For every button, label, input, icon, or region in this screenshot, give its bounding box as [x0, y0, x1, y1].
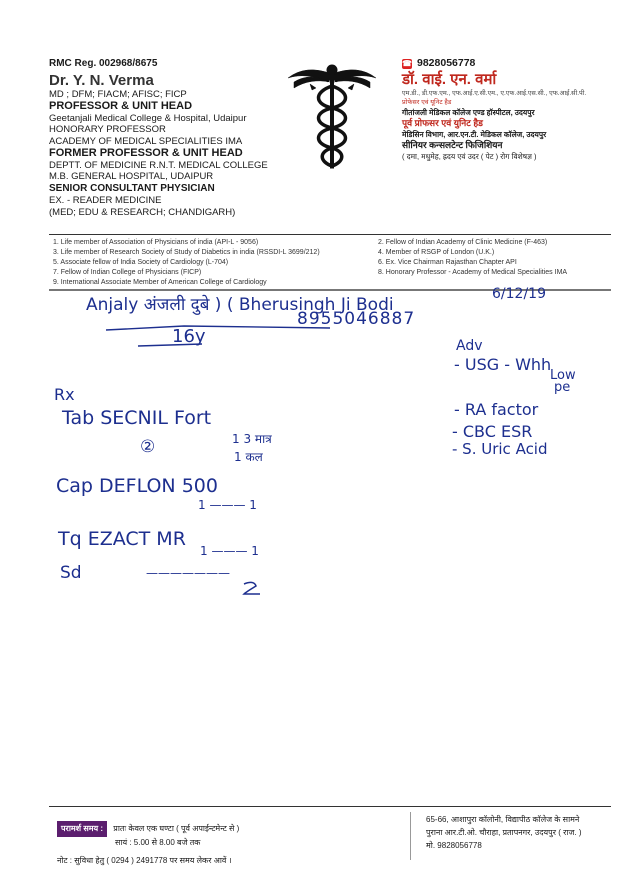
- clinic-address: [426, 813, 582, 852]
- name-underline: [104, 324, 334, 334]
- medicine-2-dose: 1 ——— 1: [198, 498, 257, 512]
- membership-item: 6. Ex. Vice Chairman Rajasthan Chapter API: [378, 259, 517, 266]
- doctor-degrees: MD ; DFM; FIACM; AFISC; FICP: [49, 88, 187, 100]
- phone-icon: ☎: [402, 58, 412, 68]
- address-line-1: 65-66, आशापुरा कॉलोनी, विद्यापीठ कॉलेज के सामने: [426, 815, 580, 824]
- ex-reader: EX. - READER MEDICINE: [49, 195, 162, 206]
- membership-item: 2. Fellow of Indian Academy of Clinic Medicine (F-463): [378, 239, 548, 246]
- patient-age: 16y: [172, 326, 206, 347]
- patient-name: Anjaly अंजली दुबे ) ( Bherusingh Ji Bodi: [86, 295, 394, 315]
- former-title: FORMER PROFESSOR & UNIT HEAD: [49, 147, 243, 159]
- header-divider: [49, 234, 611, 235]
- doctor-name: Dr. Y. N. Verma: [49, 71, 154, 89]
- doctor-details-hindi: [402, 58, 632, 162]
- honorary-academy: ACADEMY OF MEDICAL SPECIALITIES IMA: [49, 135, 243, 147]
- patient-phone: 8955046887: [297, 309, 416, 329]
- phone-number: 9828056778: [417, 57, 476, 69]
- doctor-name-hindi: डॉ. वाई. एन. वर्मा: [402, 71, 497, 88]
- consultant-title-hindi: सीनियर कन्सलटेन्ट फिजिशियन: [402, 140, 503, 150]
- advice-label: Adv: [456, 338, 483, 354]
- advice-test-2: - RA factor: [454, 400, 539, 419]
- ex-reader-dept: (MED; EDU & RESEARCH; CHANDIGARH): [49, 206, 236, 218]
- evening-hours: सायं : 5.00 से 8.00 बजे तक: [115, 838, 201, 847]
- consultation-badge: परामर्श समय :: [57, 821, 107, 837]
- current-institution: Geetanjali Medical College & Hospital, Udaipur: [49, 112, 247, 124]
- medicine-1-dose-1: 1 3 मात्र: [232, 432, 272, 446]
- morning-hours: प्रातः केवल एक घण्टा ( पूर्व अपाईन्टमेन्ट से ): [113, 824, 240, 833]
- address-phone: मो. 9828056778: [426, 841, 482, 850]
- former-hospital: M.B. GENERAL HOSPITAL, UDAIPUR: [49, 171, 214, 182]
- former-dept: DEPTT. OF MEDICINE R.N.T. MEDICAL COLLEGE: [49, 159, 268, 171]
- medicine-2: Cap DEFLON 500: [56, 475, 218, 497]
- medicine-3: Tq EZACT MR: [58, 528, 186, 550]
- footer-divider: [49, 806, 611, 807]
- medicine-1: Tab SECNIL Fort: [62, 407, 212, 429]
- appointment-note: नोट : सुविधा हेतु ( 0294 ) 2491778 पर समय लेकर आवें ।: [57, 856, 232, 865]
- current-title-hindi: प्रोफेसर एवं यूनिट हैड: [402, 99, 452, 106]
- membership-item: 1. Life member of Association of Physicians of india (API-L - 9056): [53, 239, 259, 246]
- registration-number: RMC Reg. 002968/8675: [49, 58, 158, 69]
- rx-date: 6/12/19: [492, 286, 546, 302]
- sd-mark-icon: [240, 578, 270, 598]
- advice-test-1b: Low: [550, 368, 576, 383]
- advice-test-4: - S. Uric Acid: [452, 440, 548, 458]
- sd-label: Sd: [60, 563, 82, 583]
- former-title-hindi: पूर्व प्रोफसर एवं युनिट हैड: [402, 118, 483, 128]
- consultant-title: SENIOR CONSULTANT PHYSICIAN: [49, 182, 215, 194]
- consultation-hours: [57, 821, 239, 867]
- medicine-1-number: ②: [140, 437, 156, 457]
- memberships-right: [378, 238, 567, 278]
- caduceus-icon: [286, 60, 378, 172]
- doctor-degrees-hindi: एम.डी., डी.एफ.एम., एफ.आई.ए.सी.एम., ए.एफ.आई.एस.सी., एफ.आई.सी.पी.: [402, 90, 587, 97]
- medicine-3-dose: 1 ——— 1: [200, 544, 259, 558]
- advice-test-3: - CBC ESR: [452, 422, 533, 441]
- footer-vertical-divider: [410, 812, 411, 860]
- current-title: PROFESSOR & UNIT HEAD: [49, 100, 193, 112]
- advice-test-1c: pe: [554, 380, 571, 395]
- former-dept-hindi: मेडिसिन विभाग, आर.एन.टी. मेडिकल कॉलेज, उदयपुर: [402, 130, 547, 139]
- medicine-1-dose-2: 1 कल: [234, 450, 263, 464]
- sd-line: ———————: [146, 566, 230, 580]
- membership-item: 5. Associate fellow of India Society of Cardiology (L-704): [53, 259, 229, 266]
- current-institution-hindi: गीतांजली मेडिकल कॉलेज एण्ड हॉस्पीटल, उदयपुर: [402, 108, 535, 117]
- membership-item: 8. Honorary Professor - Academy of Medical Specialities IMA: [378, 269, 568, 276]
- advice-test-1: - USG - Whh: [454, 355, 552, 374]
- membership-item: 4. Member of RSGP of London (U.K.): [378, 249, 495, 256]
- specialities-hindi: ( दमा, मधुमेह, ह्रदय एवं उदर ( पेट ) रोग विशेषज्ञ ): [402, 152, 537, 161]
- rx-symbol: Rx: [54, 385, 75, 404]
- membership-item: 9. International Associate Member of American College of Cardiology: [53, 279, 267, 286]
- honorary-title: HONORARY PROFESSOR: [49, 124, 166, 135]
- address-line-2: पुराना आर.टी.ओ. चौराहा, प्रतापनगर, उदयपुर ( राज. ): [426, 828, 582, 837]
- membership-item: 7. Fellow of Indian College of Physicians (FICP): [53, 269, 202, 276]
- phone-row: [402, 58, 632, 69]
- membership-item: 3. Life member of Research Society of Study of Diabetics in india (RSSDI-L 3699/212): [53, 249, 320, 256]
- memberships-left: [53, 238, 320, 288]
